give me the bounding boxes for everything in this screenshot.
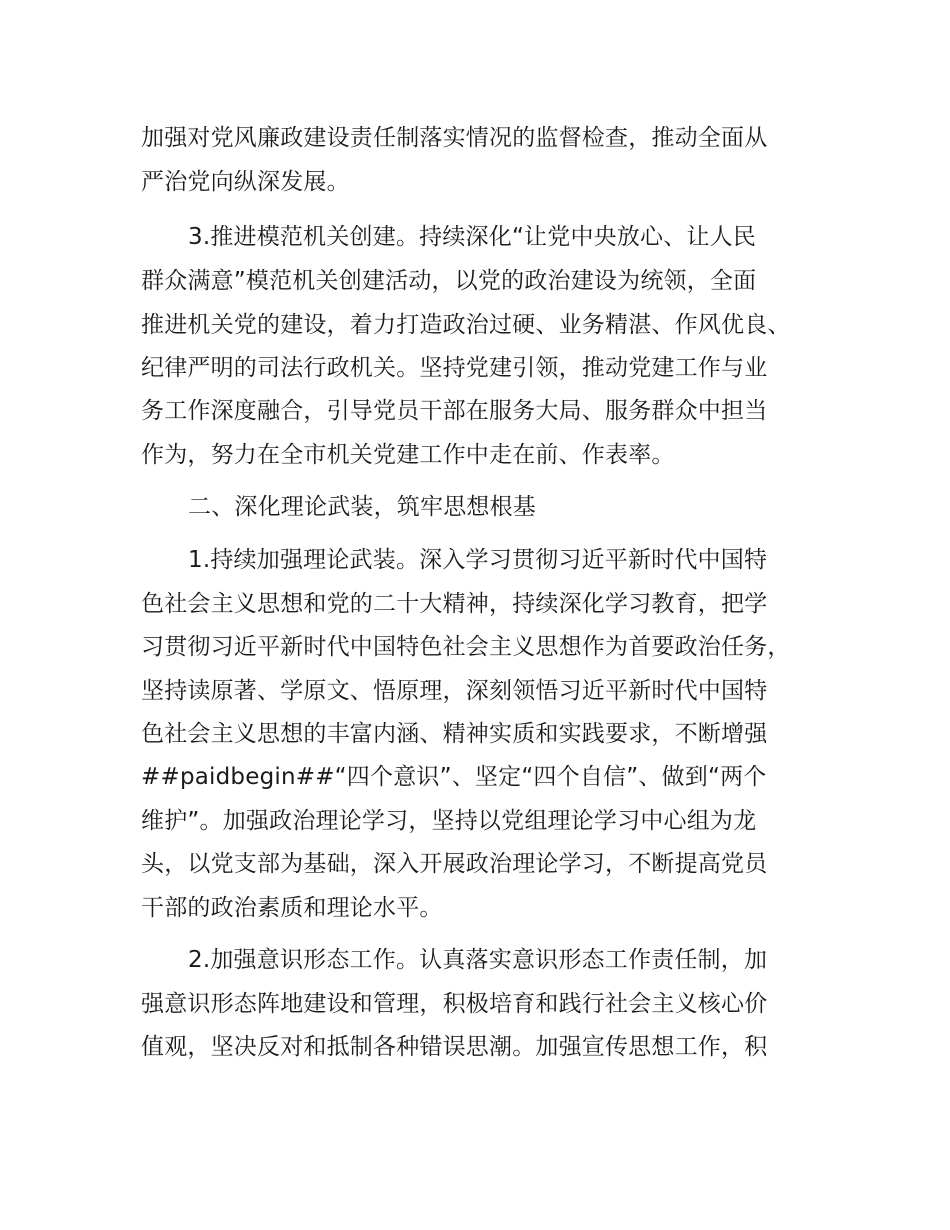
section-heading: 二、深化理论武装，筑牢思想根基 <box>188 494 536 520</box>
text-line: 干部的政治素质和理论水平。 <box>141 895 443 921</box>
text-line: 推进机关党的建设，着力打造政治过硬、业务精湛、作风优良、 <box>141 312 791 338</box>
text-line: 务工作深度融合，引导党员干部在服务大局、服务群众中担当 <box>141 398 768 424</box>
text-line: 头，以党支部为基础，深入开展政治理论学习，不断提高党员 <box>141 851 768 877</box>
text-line: 严治党向纵深发展。 <box>141 169 350 195</box>
text-line: 值观，坚决反对和抵制各种错误思潮。加强宣传思想工作，积 <box>141 1034 768 1060</box>
text-line: ##paidbegin##“四个意识”、坚定“四个自信”、做到“两个 <box>141 764 767 790</box>
text-line: 色社会主义思想的丰富内涵、精神实质和实践要求，不断增强 <box>141 721 768 747</box>
text-line: 1.持续加强理论武装。深入学习贯彻习近平新时代中国特 <box>188 547 768 573</box>
text-line: 群众满意”模范机关创建活动，以党的政治建设为统领，全面 <box>141 268 757 294</box>
text-line: 纪律严明的司法行政机关。坚持党建引领，推动党建工作与业 <box>141 355 768 381</box>
text-line: 加强对党风廉政建设责任制落实情况的监督检查，推动全面从 <box>141 125 768 151</box>
text-line: 2.加强意识形态工作。认真落实意识形态工作责任制，加 <box>188 947 768 973</box>
text-line: 3.推进模范机关创建。持续深化“让党中央放心、让人民 <box>188 224 757 250</box>
text-line: 作为，努力在全市机关党建工作中走在前、作表率。 <box>141 442 675 468</box>
text-line: 强意识形态阵地建设和管理，积极培育和践行社会主义核心价 <box>141 991 768 1017</box>
text-line: 坚持读原著、学原文、悟原理，深刻领悟习近平新时代中国特 <box>141 678 768 704</box>
text-line: 维护”。加强政治理论学习，坚持以党组理论学习中心组为龙 <box>141 808 757 834</box>
text-line: 色社会主义思想和党的二十大精神，持续深化学习教育，把学 <box>141 591 768 617</box>
text-line: 习贯彻习近平新时代中国特色社会主义思想作为首要政治任务， <box>141 634 791 660</box>
